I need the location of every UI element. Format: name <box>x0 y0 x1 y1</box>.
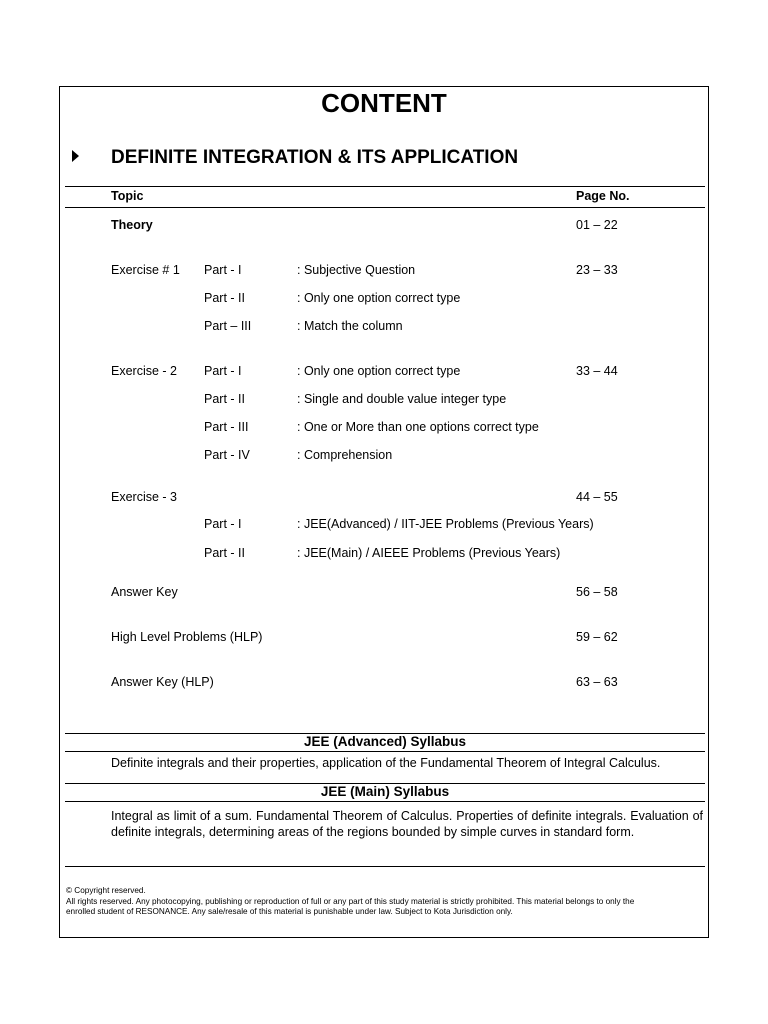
page-title: CONTENT <box>321 88 447 118</box>
hlp-label: High Level Problems (HLP) <box>111 630 263 644</box>
column-header-topic: Topic <box>111 189 144 203</box>
divider-header <box>65 207 705 208</box>
exercise1-part3-desc: : Match the column <box>297 319 403 333</box>
advanced-syllabus-text: Definite integrals and their properties, application of the Fundamental Theorem of Integral Calculus. <box>111 756 661 770</box>
main-syllabus-text: Integral as limit of a sum. Fundamental Theorem of Calculus. Properties of definite integrals. Evaluation of definite integrals, determining areas of the regions bounded by simple curves in standard form. <box>111 809 703 839</box>
exercise3-part2: Part - II <box>204 546 245 560</box>
exercise2-label: Exercise - 2 <box>111 364 177 378</box>
exercise2-part3-desc: : One or More than one options correct type <box>297 420 539 434</box>
exercise1-label: Exercise # 1 <box>111 263 180 277</box>
exercise3-part1: Part - I <box>204 517 242 531</box>
answer-key-hlp-pages: 63 – 63 <box>576 675 618 689</box>
divider-footer <box>65 866 705 867</box>
exercise3-part1-desc: : JEE(Advanced) / IIT-JEE Problems (Previous Years) <box>297 517 594 531</box>
divider-main-bottom <box>65 801 705 802</box>
copyright-line-1: © Copyright reserved. <box>66 886 146 895</box>
exercise2-part4: Part - IV <box>204 448 250 462</box>
exercise3-pages: 44 – 55 <box>576 490 618 504</box>
copyright-line-3: enrolled student of RESONANCE. Any sale/resale of this material is punishable under law. Subject to Kota Jurisdiction only. <box>66 907 513 916</box>
theory-label: Theory <box>111 218 153 232</box>
hlp-pages: 59 – 62 <box>576 630 618 644</box>
advanced-syllabus-heading: JEE (Advanced) Syllabus <box>303 734 467 749</box>
copyright-notice <box>66 886 706 918</box>
copyright-line-2: All rights reserved. Any photocopying, publishing or reproduction of full or any part of this study material is strictly prohibited. This material belongs to only the <box>66 896 635 906</box>
exercise2-part1-desc: : Only one option correct type <box>297 364 461 378</box>
exercise1-part3: Part – III <box>204 319 252 333</box>
exercise3-label: Exercise - 3 <box>111 490 177 504</box>
triangle-bullet-icon <box>72 150 79 162</box>
exercise1-part2: Part - II <box>204 291 245 305</box>
answer-key-label: Answer Key <box>111 585 178 599</box>
exercise2-part2: Part - II <box>204 392 245 406</box>
section-title: DEFINITE INTEGRATION & ITS APPLICATION <box>111 147 519 168</box>
exercise2-part4-desc: : Comprehension <box>297 448 393 462</box>
main-syllabus-heading: JEE (Main) Syllabus <box>320 784 450 799</box>
exercise2-part3: Part - III <box>204 420 249 434</box>
exercise2-part1: Part - I <box>204 364 242 378</box>
exercise2-pages: 33 – 44 <box>576 364 618 378</box>
answer-key-pages: 56 – 58 <box>576 585 618 599</box>
exercise1-part1: Part - I <box>204 263 242 277</box>
exercise1-pages: 23 – 33 <box>576 263 618 277</box>
divider-advanced-bottom <box>65 751 705 752</box>
exercise3-part2-desc: : JEE(Main) / AIEEE Problems (Previous Years) <box>297 546 561 560</box>
divider-top <box>65 186 705 187</box>
answer-key-hlp-label: Answer Key (HLP) <box>111 675 214 689</box>
column-header-page-no: Page No. <box>576 189 630 203</box>
exercise1-part2-desc: : Only one option correct type <box>297 291 461 305</box>
theory-pages: 01 – 22 <box>576 218 618 232</box>
exercise2-part2-desc: : Single and double value integer type <box>297 392 507 406</box>
exercise1-part1-desc: : Subjective Question <box>297 263 416 277</box>
